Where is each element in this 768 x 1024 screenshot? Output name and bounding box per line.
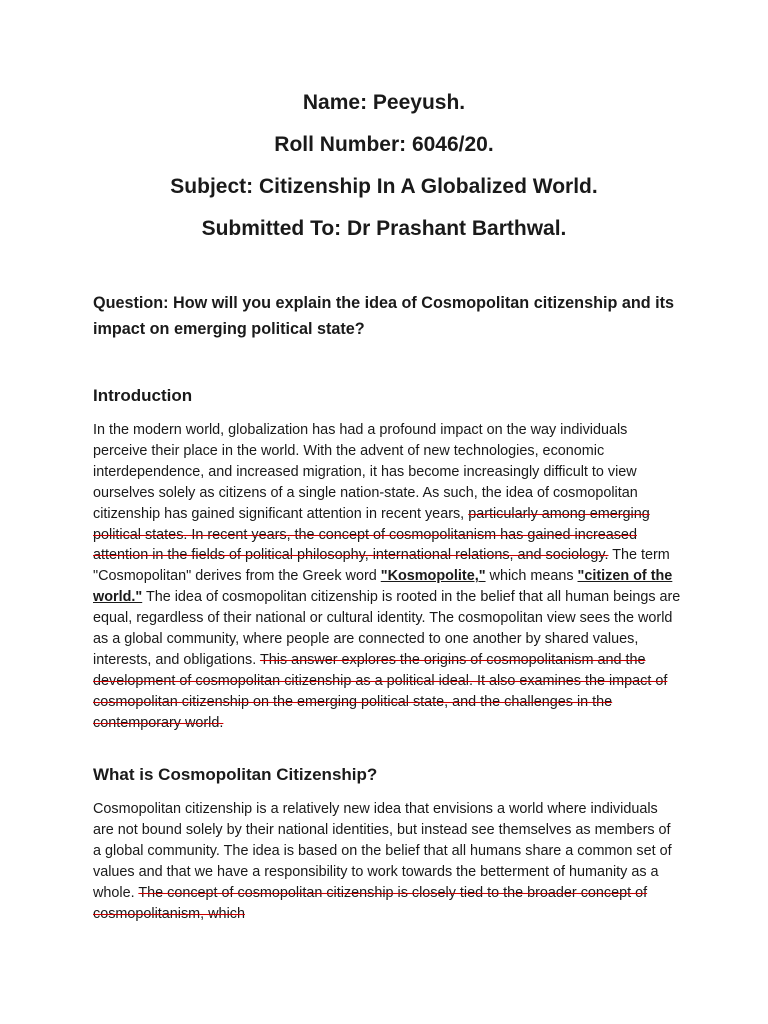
introduction-heading: Introduction [93,386,193,405]
title-block [0,88,768,256]
intro-text-4: The idea of cosmopolitan citizenship is rooted in the belief that all human beings are equal, regardless of their national or cultural identity. The cosmopolitan view sees the world as a global community, where people are connected to one another by shared values, interests, and obligations. [93,589,681,668]
section-heading-cosmopolitan-citizenship: What is Cosmopolitan Citizenship? [93,765,378,784]
submitted-to: Submitted To: Dr Prashant Barthwal. [201,217,567,240]
question-text: Question: How will you explain the idea of Cosmopolitan citizenship and its impact on emerging political state? [93,294,675,338]
introduction-paragraph [93,420,681,734]
intro-strikethrough-2: This answer explores the origins of cosmopolitanism and the development of cosmopolitan citizenship as a political ideal. It also examines the impact of cosmopolitan citizenship on the emerging political state, and the challenges in the contemporary world. [93,651,668,731]
section-text-1: Cosmopolitan citizenship is a relatively new idea that envisions a world where individuals are not bound solely by their national identities, but instead see themselves as members of a global community. The idea is based on the belief that all humans share a common set of values and that we have a responsibility to work towards the betterment of humanity as a whole. [93,801,672,901]
student-name: Name: Peeyush. [302,91,466,114]
keyword-citizen-of-the-world: "citizen of the world." [93,568,673,606]
section-paragraph [93,799,681,924]
subject-line: Subject: Citizenship In A Globalized World. [170,175,598,198]
intro-text-2: The term "Cosmopolitan" derives from the Greek word [93,547,670,585]
roll-number: Roll Number: 6046/20. [274,133,494,156]
keyword-kosmopolite: "Kosmopolite," [380,568,486,585]
intro-text-1: In the modern world, globalization has had a profound impact on the way individuals perceive their place in the world. With the advent of new technologies, economic interdependence, and increased migration, it has become increasingly difficult to view ourselves solely as citizens of a single nation-state. As such, the idea of cosmopolitan citizenship has gained significant attention in recent years, [93,422,638,522]
intro-text-3: which means [485,568,578,585]
section-strikethrough-1: The concept of cosmopolitan citizenship is closely tied to the broader concept of cosmopolitanism, which [93,884,648,922]
intro-strikethrough-1: particularly among emerging political states. In recent years, the concept of cosmopolitanism has gained increased attention in the fields of political philosophy, international relations, and sociology. [93,505,650,564]
